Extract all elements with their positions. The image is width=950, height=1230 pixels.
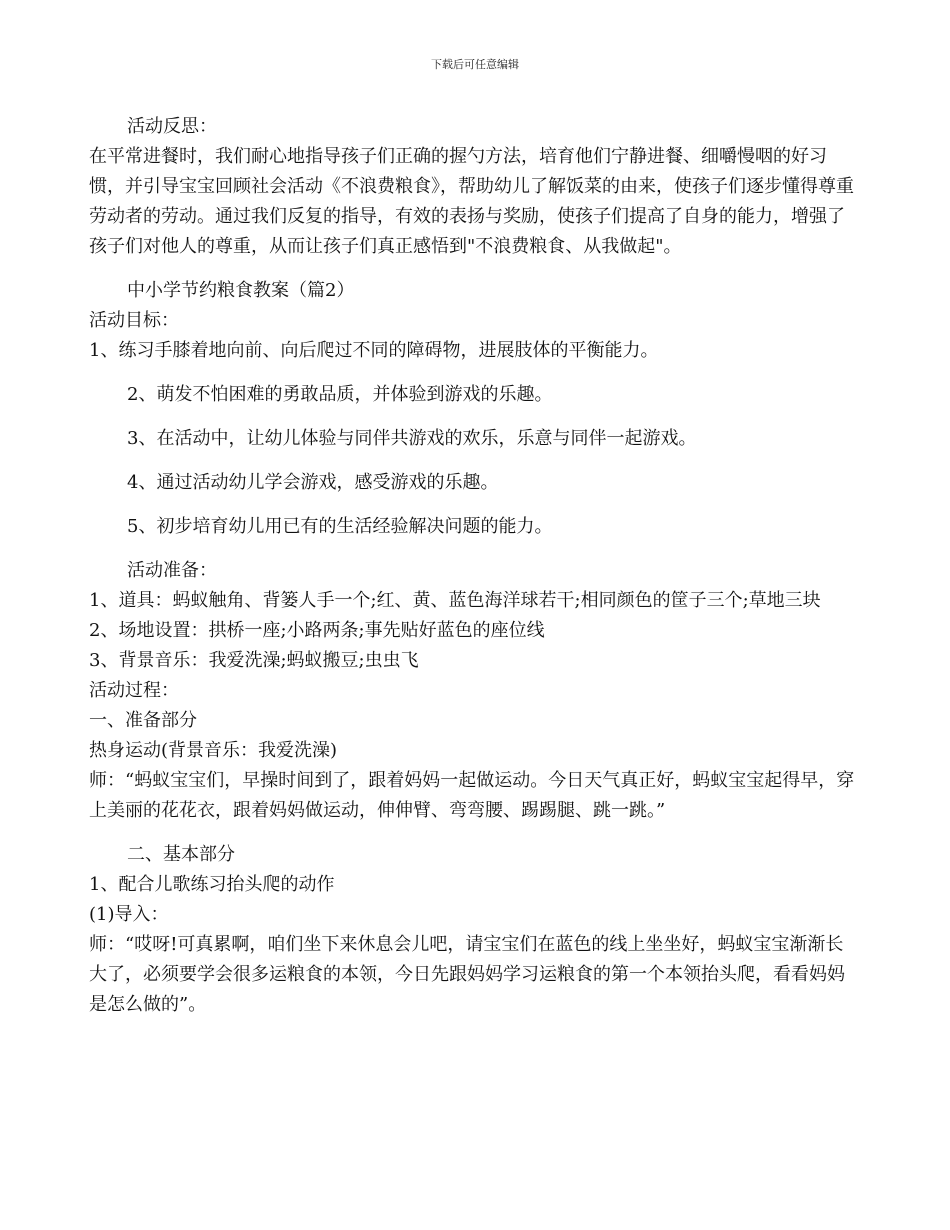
page-header: 下载后可任意编辑 (431, 58, 519, 71)
goal-item-5: 5、初步培育幼儿用已有的生活经验解决问题的能力。 (127, 516, 553, 537)
section-heading-reflection: 活动反思： (127, 116, 217, 137)
preparation-item-3: 3、背景音乐：我爱洗澡;蚂蚁搬豆;虫虫飞 (89, 650, 419, 671)
goal-item-1: 1、练习手膝着地向前、向后爬过不同的障碍物，进展肢体的平衡能力。 (89, 340, 659, 361)
section-heading-preparation: 活动准备： (127, 560, 217, 581)
section-heading-goals: 活动目标： (89, 310, 179, 331)
process-part-1-heading: 一、准备部分 (89, 710, 197, 731)
document-body (89, 112, 861, 1020)
goal-item-4: 4、通过活动幼儿学会游戏，感受游戏的乐趣。 (127, 472, 499, 493)
goal-item-2: 2、萌发不怕困难的勇敢品质，并体验到游戏的乐趣。 (127, 384, 553, 405)
introduction-label: (1)导入： (89, 904, 169, 925)
section-heading-process: 活动过程： (89, 680, 179, 701)
preparation-item-1: 1、道具：蚂蚁触角、背篓人手一个;红、黄、蓝色海洋球若干;相同颜色的筐子三个;草地三块 (89, 590, 821, 611)
process-part-2-heading: 二、基本部分 (127, 844, 235, 865)
basic-part-item-1: 1、配合儿歌练习抬头爬的动作 (89, 874, 335, 895)
teacher-speech-2: 师：“哎呀!可真累啊，咱们坐下来休息会儿吧，请宝宝们在蓝色的线上坐坐好，蚂蚁宝宝渐渐长大了，必须要学会很多运粮食的本领，今日先跟妈妈学习运粮食的第一个本领抬头爬，看看妈妈是怎么做的”。 (89, 934, 845, 1015)
goal-item-3: 3、在活动中，让幼儿体验与同伴共游戏的欢乐，乐意与同伴一起游戏。 (127, 428, 697, 449)
warmup-line: 热身运动(背景音乐：我爱洗澡) (89, 740, 338, 761)
teacher-speech-1: 师：“蚂蚁宝宝们，早操时间到了，跟着妈妈一起做运动。今日天气真正好，蚂蚁宝宝起得早，穿上美丽的花花衣，跟着妈妈做运动，伸伸臂、弯弯腰、踢踢腿、跳一跳。” (89, 770, 855, 821)
preparation-item-2: 2、场地设置：拱桥一座;小路两条;事先贴好蓝色的座位线 (89, 620, 545, 641)
paragraph-reflection: 在平常进餐时，我们耐心地指导孩子们正确的握勺方法，培育他们宁静进餐、细嚼慢咽的好习惯，并引导宝宝回顾社会活动《不浪费粮食》，帮助幼儿了解饭菜的由来，使孩子们逐步懂得尊重劳动者的劳动。通过我们反复的指导，有效的表扬与奖励，使孩子们提高了自身的能力，增强了孩子们对他人的尊重，从而让孩子们真正感悟到"不浪费粮食、从我做起"。 (89, 146, 854, 257)
lesson-plan-title: 中小学节约粮食教案（篇2） (127, 280, 355, 301)
